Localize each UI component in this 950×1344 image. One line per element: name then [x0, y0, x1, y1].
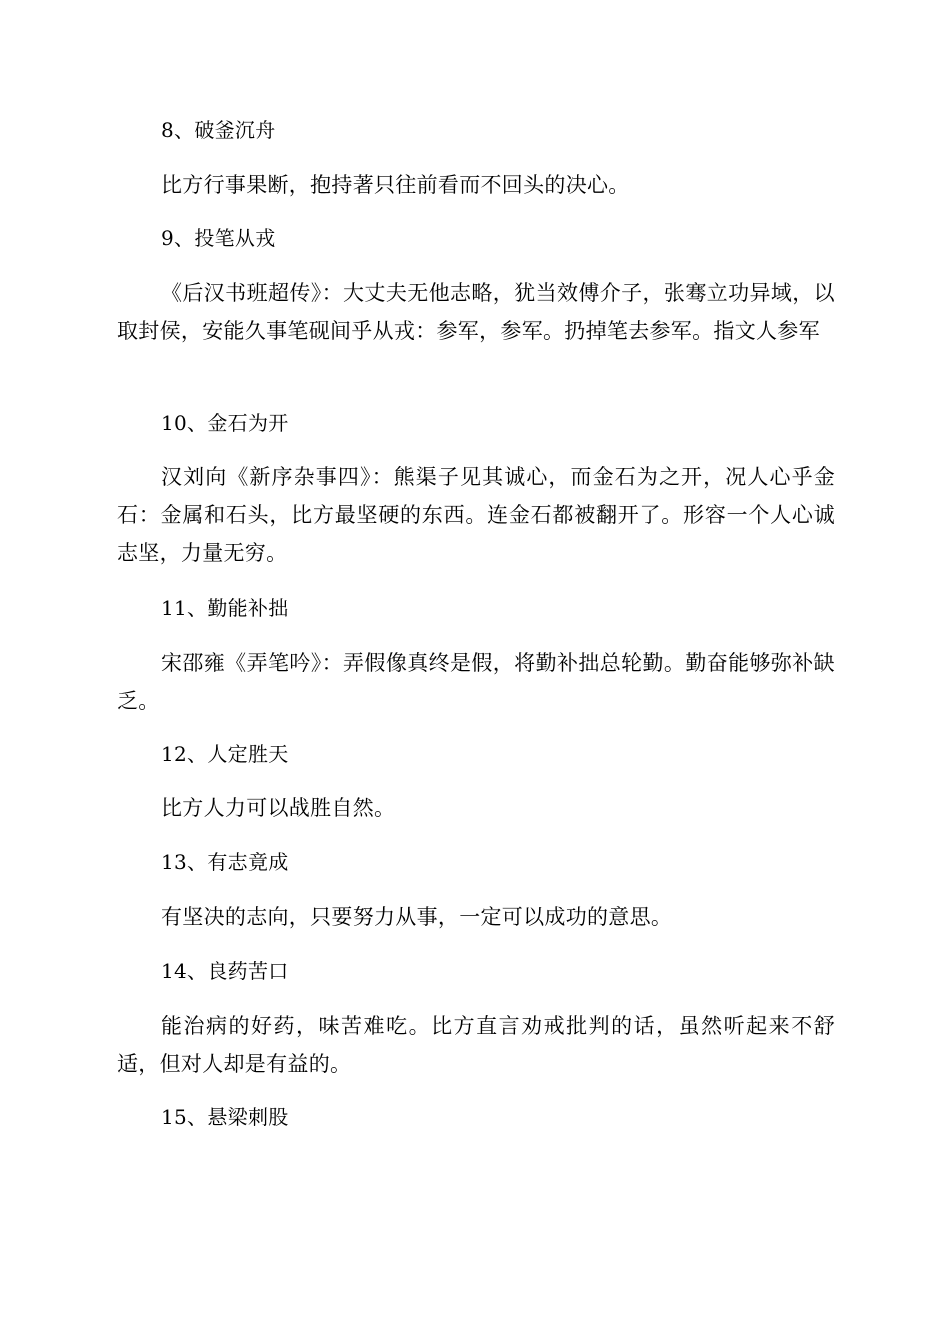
idiom-heading-13: 13、有志竟成 [161, 850, 289, 874]
idiom-body-14: 能治病的好药，味苦难吃。比方直言劝戒批判的话，虽然听起来不舒适，但对人却是有益的。 [117, 1014, 835, 1076]
idiom-heading-10: 10、金石为开 [161, 411, 289, 435]
idiom-body-12: 比方人力可以战胜自然。 [161, 796, 396, 820]
idiom-body-9: 《后汉书班超传》：大丈夫无他志略，犹当效傅介子，张骞立功异域，以取封侯，安能久事笔砚间乎从戎：参军，参军。扔掉笔去参军。指文人参军 [117, 281, 835, 343]
idiom-heading-8: 8、破釜沉舟 [161, 118, 276, 142]
idiom-heading-15: 15、悬梁刺股 [161, 1105, 289, 1129]
idiom-body-11: 宋邵雍《弄笔吟》：弄假像真终是假，将勤补拙总轮勤。勤奋能够弥补缺乏。 [117, 651, 835, 713]
idiom-body-8: 比方行事果断，抱持著只往前看而不回头的决心。 [161, 173, 630, 197]
idiom-body-13: 有坚决的志向，只要努力从事，一定可以成功的意思。 [161, 905, 673, 929]
idiom-heading-14: 14、良药苦口 [161, 959, 289, 983]
idiom-heading-11: 11、勤能补拙 [161, 596, 289, 620]
idiom-heading-12: 12、人定胜天 [161, 742, 289, 766]
idiom-heading-9: 9、投笔从戎 [161, 226, 276, 250]
idiom-body-10: 汉刘向《新序杂事四》：熊渠子见其诚心，而金石为之开，况人心乎金石：金属和石头，比方最坚硬的东西。连金石都被翻开了。形容一个人心诚志坚，力量无穷。 [117, 465, 835, 565]
